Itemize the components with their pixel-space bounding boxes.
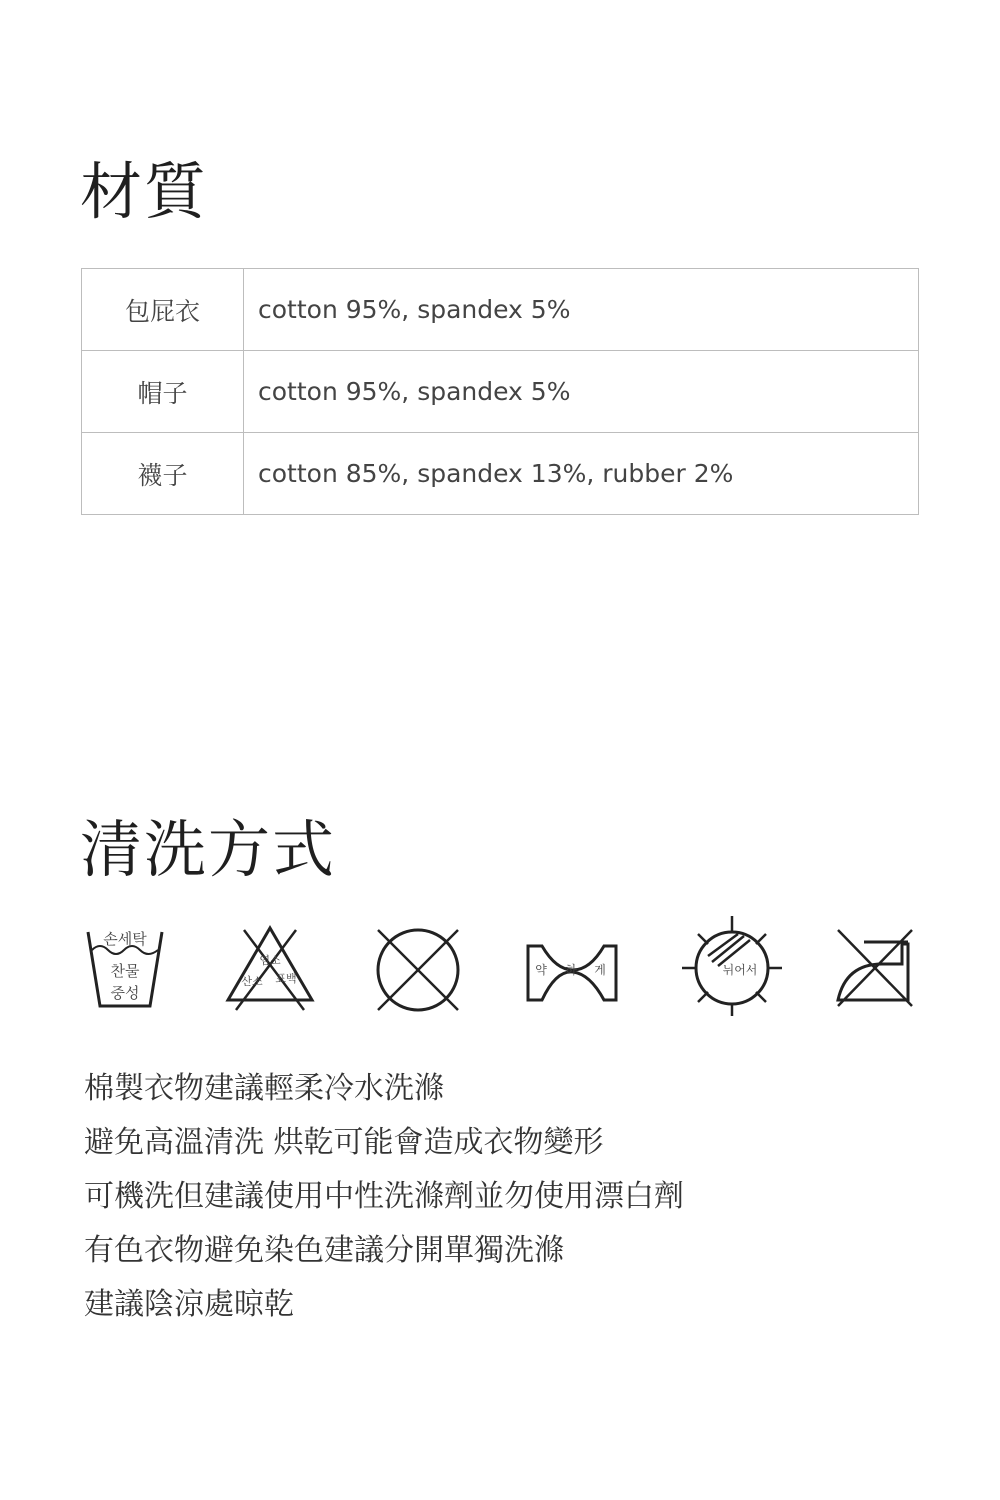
- list-item: 棉製衣物建議輕柔冷水洗滌: [84, 1071, 444, 1106]
- hand-wash-label: 손세탁: [103, 930, 147, 948]
- table-row: [82, 433, 919, 515]
- hand-wash-detergent: 중성: [110, 984, 140, 1002]
- item-name: 包屁衣: [82, 269, 244, 351]
- bleach-oxygen-label: 산소: [241, 975, 263, 988]
- list-item: 可機洗但建議使用中性洗滌劑並勿使用漂白劑: [84, 1179, 684, 1214]
- item-composition: cotton 85%, spandex 13%, rubber 2%: [244, 433, 919, 515]
- list-item: 避免高溫清洗 烘乾可能會造成衣物變形: [84, 1125, 604, 1160]
- no-bleach-icon: [224, 912, 316, 1012]
- list-item: 有色衣物避免染色建議分開單獨洗滌: [84, 1233, 564, 1268]
- material-table: [81, 268, 919, 515]
- item-name: 帽子: [82, 351, 244, 433]
- no-iron-icon: [836, 912, 920, 1012]
- hand-wash-temp: 찬물: [110, 962, 140, 980]
- wring-char-3: 게: [594, 963, 606, 977]
- table-row: [82, 269, 919, 351]
- wring-char-2: 하: [565, 963, 577, 977]
- care-icons: [82, 912, 918, 1022]
- dry-flat-label: 뉘어서: [722, 963, 758, 977]
- wring-char-1: 약: [535, 963, 547, 977]
- gentle-wring-icon: [526, 912, 620, 1012]
- bleach-chlorine-label: 염소: [259, 954, 281, 967]
- dry-flat-shade-icon: [680, 912, 784, 1016]
- wash-title: 清洗方式: [80, 813, 337, 886]
- bleach-label: 표백: [275, 972, 297, 985]
- hand-wash-icon: [82, 912, 172, 1012]
- item-composition: cotton 95%, spandex 5%: [244, 269, 919, 351]
- item-composition: cotton 95%, spandex 5%: [244, 351, 919, 433]
- care-notes: [84, 1062, 684, 1332]
- material-title: 材質: [80, 155, 209, 228]
- item-name: 襪子: [82, 433, 244, 515]
- no-dry-clean-icon: [372, 912, 464, 1012]
- table-row: [82, 351, 919, 433]
- list-item: 建議陰涼處晾乾: [84, 1287, 294, 1322]
